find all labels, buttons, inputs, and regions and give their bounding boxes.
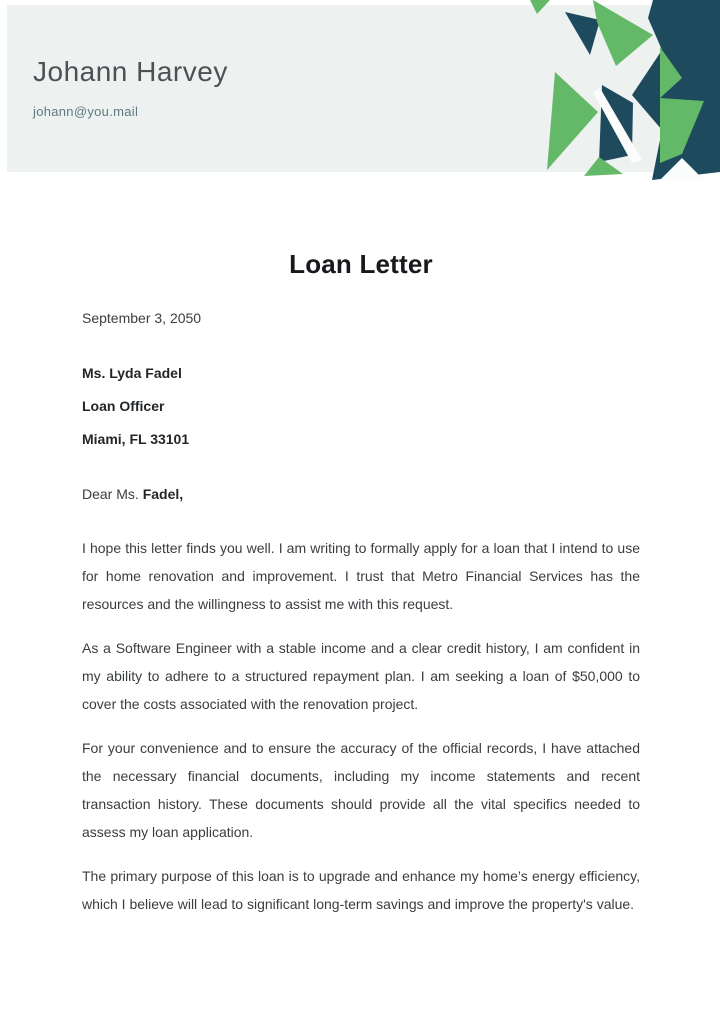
sender-email: johann@you.mail	[33, 104, 139, 119]
recipient-location: Miami, FL 33101	[82, 431, 190, 447]
recipient-role: Loan Officer	[82, 398, 165, 414]
letter-body	[82, 0, 640, 934]
salutation-name: Fadel,	[142, 486, 184, 502]
recipient-block	[82, 357, 640, 456]
letter-title: Loan Letter	[289, 249, 433, 279]
letter-date: September 3, 2050	[82, 310, 202, 326]
recipient-name: Ms. Lyda Fadel	[82, 365, 182, 381]
sender-name: Johann Harvey	[33, 56, 228, 87]
salutation	[82, 480, 640, 508]
paragraph-3: For your convenience and to ensure the accuracy of the official records, I have attached the necessary financial documents, including my income statements and recent transaction history. These documents should provide all the vital specifics needed to assess my loan application.	[82, 740, 640, 840]
paragraph-1: I hope this letter finds you well. I am writing to formally apply for a loan that I intend to use for home renovation and improvement. I trust that Metro Financial Services has the resources and the willingness to assist me with this request.	[82, 540, 640, 612]
paragraph-4: The primary purpose of this loan is to upgrade and enhance my home’s energy efficiency, which I believe will lead to significant long-term savings and improve the property's value.	[82, 868, 640, 912]
salutation-prefix: Dear Ms.	[82, 486, 143, 502]
paragraph-2: As a Software Engineer with a stable income and a clear credit history, I am confident in my ability to adhere to a structured repayment plan. I am seeking a loan of $50,000 to cover the costs associated with the renovation project.	[82, 640, 640, 712]
